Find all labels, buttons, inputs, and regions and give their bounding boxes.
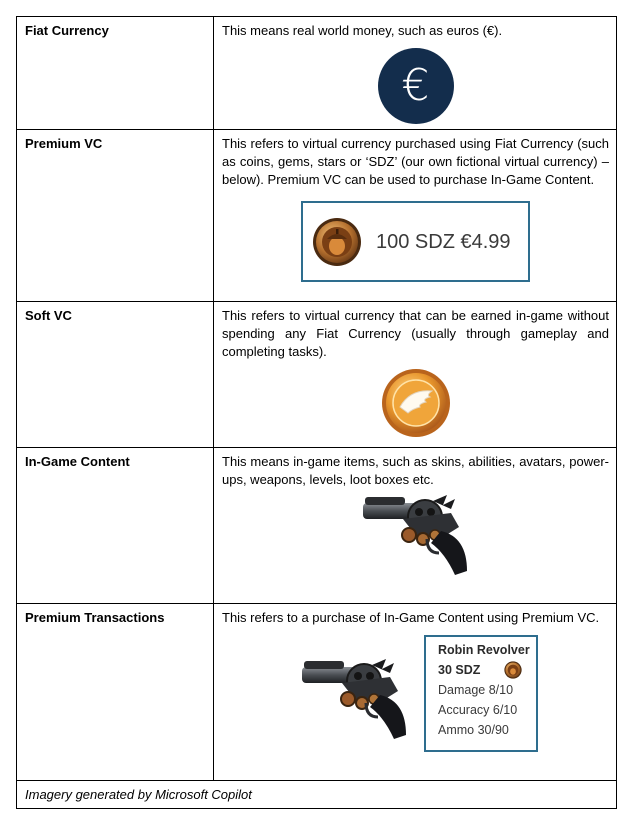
term-fiat-currency: Fiat Currency bbox=[17, 17, 214, 130]
wing-coin-icon bbox=[380, 367, 452, 439]
glossary-row-in-game-content bbox=[17, 448, 617, 604]
glossary-table bbox=[16, 16, 617, 809]
definition-text: This means in-game items, such as skins, abilities, avatars, power-ups, weapons, levels, loot boxes etc. bbox=[222, 454, 609, 487]
term-premium-vc: Premium VC bbox=[17, 130, 214, 302]
definition-fiat-currency bbox=[214, 17, 617, 130]
euro-icon bbox=[378, 48, 454, 124]
glossary-row-premium-transactions bbox=[17, 604, 617, 781]
definition-text: This refers to a purchase of In-Game Content using Premium VC. bbox=[222, 610, 600, 625]
glossary-footer-row bbox=[17, 781, 617, 809]
item-card bbox=[424, 635, 538, 752]
image-credit: Imagery generated by Microsoft Copilot bbox=[17, 781, 617, 809]
definition-text: This means real world money, such as euros (€). bbox=[222, 23, 503, 38]
definition-soft-vc bbox=[214, 302, 617, 448]
item-stat-accuracy: Accuracy 6/10 bbox=[438, 703, 518, 717]
glossary-row-fiat-currency bbox=[17, 17, 617, 130]
euro-symbol: € bbox=[401, 60, 430, 111]
term-soft-vc: Soft VC bbox=[17, 302, 214, 448]
revolver-icon bbox=[302, 653, 408, 743]
term-premium-transactions: Premium Transactions bbox=[17, 604, 214, 781]
glossary-row-premium-vc bbox=[17, 130, 617, 302]
acorn-coin-icon bbox=[504, 661, 522, 679]
item-stat-ammo: Ammo 30/90 bbox=[438, 723, 509, 737]
definition-in-game-content bbox=[214, 448, 617, 604]
item-price: 30 SDZ bbox=[438, 663, 481, 677]
glossary-row-soft-vc bbox=[17, 302, 617, 448]
revolver-icon bbox=[363, 493, 469, 575]
acorn-coin-icon bbox=[312, 217, 362, 267]
term-in-game-content: In-Game Content bbox=[17, 448, 214, 604]
sdz-offer-label: 100 SDZ €4.99 bbox=[376, 230, 511, 253]
definition-text: This refers to virtual currency that can be earned in-game without spending any Fiat Currency (usually through gameplay and completing tasks). bbox=[222, 308, 609, 359]
definition-premium-transactions bbox=[214, 604, 617, 781]
sdz-offer-box bbox=[301, 201, 530, 282]
item-stat-damage: Damage 8/10 bbox=[438, 683, 514, 697]
item-name: Robin Revolver bbox=[438, 643, 530, 657]
item-price-row bbox=[438, 660, 536, 680]
definition-text: This refers to virtual currency purchased using Fiat Currency (such as coins, gems, stars or ‘SDZ’ (our own fictional virtual currency) – below). Premium VC can be used to purchase In-Game Content. bbox=[222, 136, 609, 187]
definition-premium-vc bbox=[214, 130, 617, 302]
